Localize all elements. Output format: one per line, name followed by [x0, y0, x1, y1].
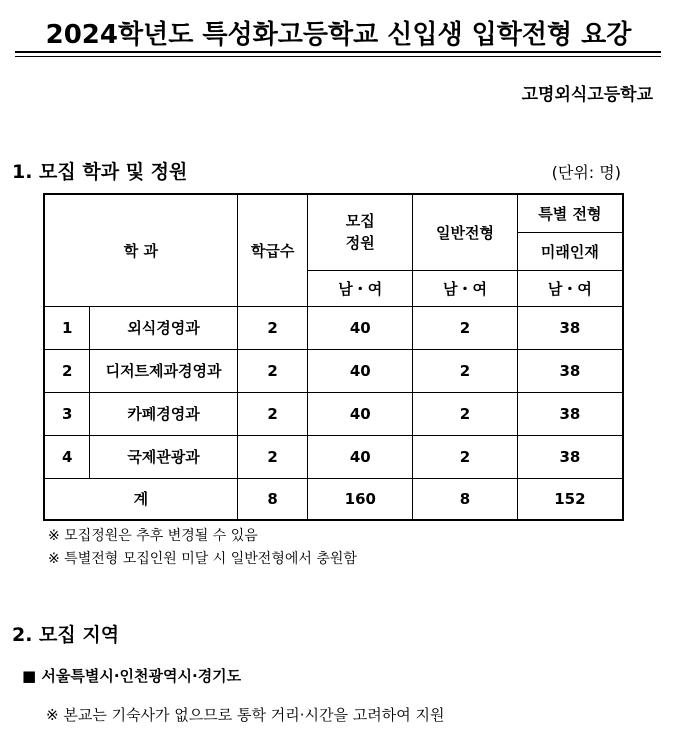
header-classes: 학급수	[237, 194, 308, 306]
header-gender-future: 남・여	[517, 270, 623, 306]
row-classes: 2	[237, 306, 308, 349]
table-row	[44, 306, 623, 349]
row-quota: 40	[308, 392, 413, 435]
row-classes: 2	[237, 435, 308, 478]
section2-heading: 2. 모집 지역	[12, 624, 120, 646]
row-general: 2	[413, 435, 518, 478]
row-future: 38	[517, 435, 623, 478]
region-list: ■ 서울특별시·인천광역시·경기도	[22, 667, 242, 685]
row-quota: 40	[308, 306, 413, 349]
total-general: 8	[413, 478, 518, 520]
row-quota: 40	[308, 435, 413, 478]
row-no: 4	[44, 435, 90, 478]
table-row	[44, 435, 623, 478]
unit-label: (단위: 명)	[551, 163, 621, 182]
page-title: 2024학년도 특성화고등학교 신입생 입학전형 요강	[45, 20, 632, 50]
row-classes: 2	[237, 349, 308, 392]
header-general: 일반전형	[413, 194, 518, 270]
header-special: 특별 전형	[517, 194, 623, 232]
total-quota: 160	[308, 478, 413, 520]
header-future: 미래인재	[517, 232, 623, 270]
note-commute: ※ 본교는 기숙사가 없으므로 통학 거리·시간을 고려하여 지원	[46, 706, 445, 724]
note-special-fill: ※ 특별전형 모집인원 미달 시 일반전형에서 충원함	[48, 551, 357, 567]
table-row	[44, 349, 623, 392]
row-future: 38	[517, 349, 623, 392]
note-quota-change: ※ 모집정원은 추후 변경될 수 있음	[48, 528, 258, 544]
header-gender-general: 남・여	[413, 270, 518, 306]
row-general: 2	[413, 349, 518, 392]
row-future: 38	[517, 392, 623, 435]
header-dept: 학 과	[44, 194, 237, 306]
title-rule-thick	[15, 51, 661, 53]
header-gender-quota: 남・여	[308, 270, 413, 306]
row-future: 38	[517, 306, 623, 349]
total-classes: 8	[237, 478, 308, 520]
row-dept: 카페경영과	[90, 392, 237, 435]
recruitment-table	[43, 193, 624, 521]
title-rule-thin	[15, 56, 661, 57]
row-dept: 국제관광과	[90, 435, 237, 478]
row-quota: 40	[308, 349, 413, 392]
row-general: 2	[413, 306, 518, 349]
row-classes: 2	[237, 392, 308, 435]
table-total-row	[44, 478, 623, 520]
table-row	[44, 392, 623, 435]
row-no: 1	[44, 306, 90, 349]
header-quota: 모집 정원	[308, 194, 413, 270]
row-dept: 외식경영과	[90, 306, 237, 349]
row-no: 3	[44, 392, 90, 435]
row-no: 2	[44, 349, 90, 392]
section1-heading: 1. 모집 학과 및 정원	[12, 161, 188, 183]
row-dept: 디저트제과경영과	[90, 349, 237, 392]
row-general: 2	[413, 392, 518, 435]
total-future: 152	[517, 478, 623, 520]
total-label: 계	[44, 478, 237, 520]
school-name: 고명외식고등학교	[521, 85, 653, 105]
